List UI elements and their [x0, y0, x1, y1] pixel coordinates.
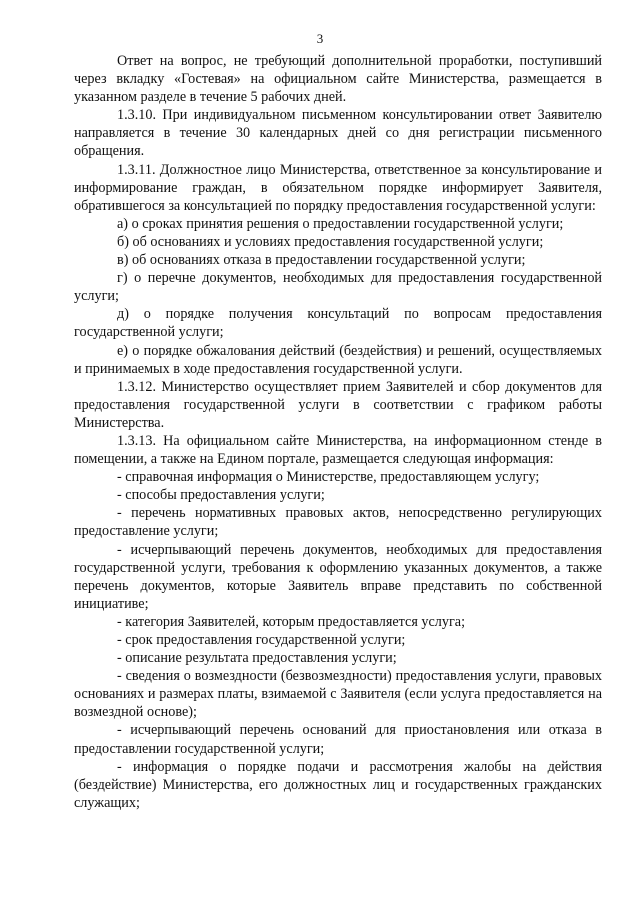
paragraph-1-3-10: 1.3.10. При индивидуальном письменном консультировании ответ Заявителю направляется в течение 30 календарных дней со дня регистрации письменного обращения. — [74, 107, 602, 160]
document-body — [74, 52, 602, 812]
info-item-result: - описание результата предоставления услуги; — [117, 650, 397, 667]
list-item-g: г) о перечне документов, необходимых для предоставления государственной услуги; — [74, 270, 602, 305]
info-item-legal-acts: - перечень нормативных правовых актов, непосредственно регулирующих предоставление услуги; — [74, 505, 602, 540]
info-item-documents: - исчерпывающий перечень документов, необходимых для предоставления государственной услуги, требования к оформлению указанных документов, а также перечень документов, которые Заявитель вправе представить по собственной инициативе; — [74, 541, 602, 612]
info-item-fees: - сведения о возмездности (безвозмездности) предоставления услуги, правовых основаниях и размерах платы, взимаемой с Заявителя (если услуга предоставляется на возмездной основе); — [74, 668, 602, 721]
paragraph-1-3-13: 1.3.13. На официальном сайте Министерства, на информационном стенде в помещении, а также на Едином портале, размещается следующая информация: — [74, 432, 602, 468]
paragraph-guest-answer: Ответ на вопрос, не требующий дополнительной проработки, поступивший через вкладку «Гостевая» на официальном сайте Министерства, размещается в указанном разделе в течение 5 рабочих дней. — [74, 53, 602, 106]
list-item-d: д) о порядке получения консультаций по вопросам предоставления государственной услуги; — [74, 306, 602, 341]
info-item-reference: - справочная информация о Министерстве, предоставляющем услугу; — [117, 469, 540, 486]
info-item-applicant-category: - категория Заявителей, которым предоставляется услуга; — [117, 613, 466, 630]
info-item-term: - срок предоставления государственной услуги; — [117, 632, 406, 648]
list-item-b: б) об основаниях и условиях предоставления государственной услуги; — [117, 233, 544, 250]
list-item-v: в) об основаниях отказа в предоставлении государственной услуги; — [117, 252, 526, 269]
page-number: 3 — [316, 31, 324, 46]
list-item-a: а) о сроках принятия решения о предоставлении государственной услуги; — [117, 215, 564, 232]
list-item-e: е) о порядке обжалования действий (бездействия) и решений, осуществляемых и принимаемых в ходе предоставления государственной услуги. — [74, 342, 602, 377]
info-item-refusal-grounds: - исчерпывающий перечень оснований для приостановления или отказа в предоставлении государственной услуги; — [74, 722, 602, 757]
info-item-methods: - способы предоставления услуги; — [117, 487, 325, 504]
paragraph-1-3-11: 1.3.11. Должностное лицо Министерства, ответственное за консультирование и информирование граждан, в обязательном порядке информирует Заявителя, обратившегося за консультацией по порядку предоставления государственной услуги: — [74, 161, 602, 214]
paragraph-1-3-12: 1.3.12. Министерство осуществляет прием Заявителей и сбор документов для предоставления государственной услуги в соответствии с графиком работы Министерства. — [74, 378, 602, 431]
info-item-complaints: - информация о порядке подачи и рассмотрения жалобы на действия (бездействие) Министерства, его должностных лиц и государственных гражданских служащих; — [74, 758, 602, 811]
